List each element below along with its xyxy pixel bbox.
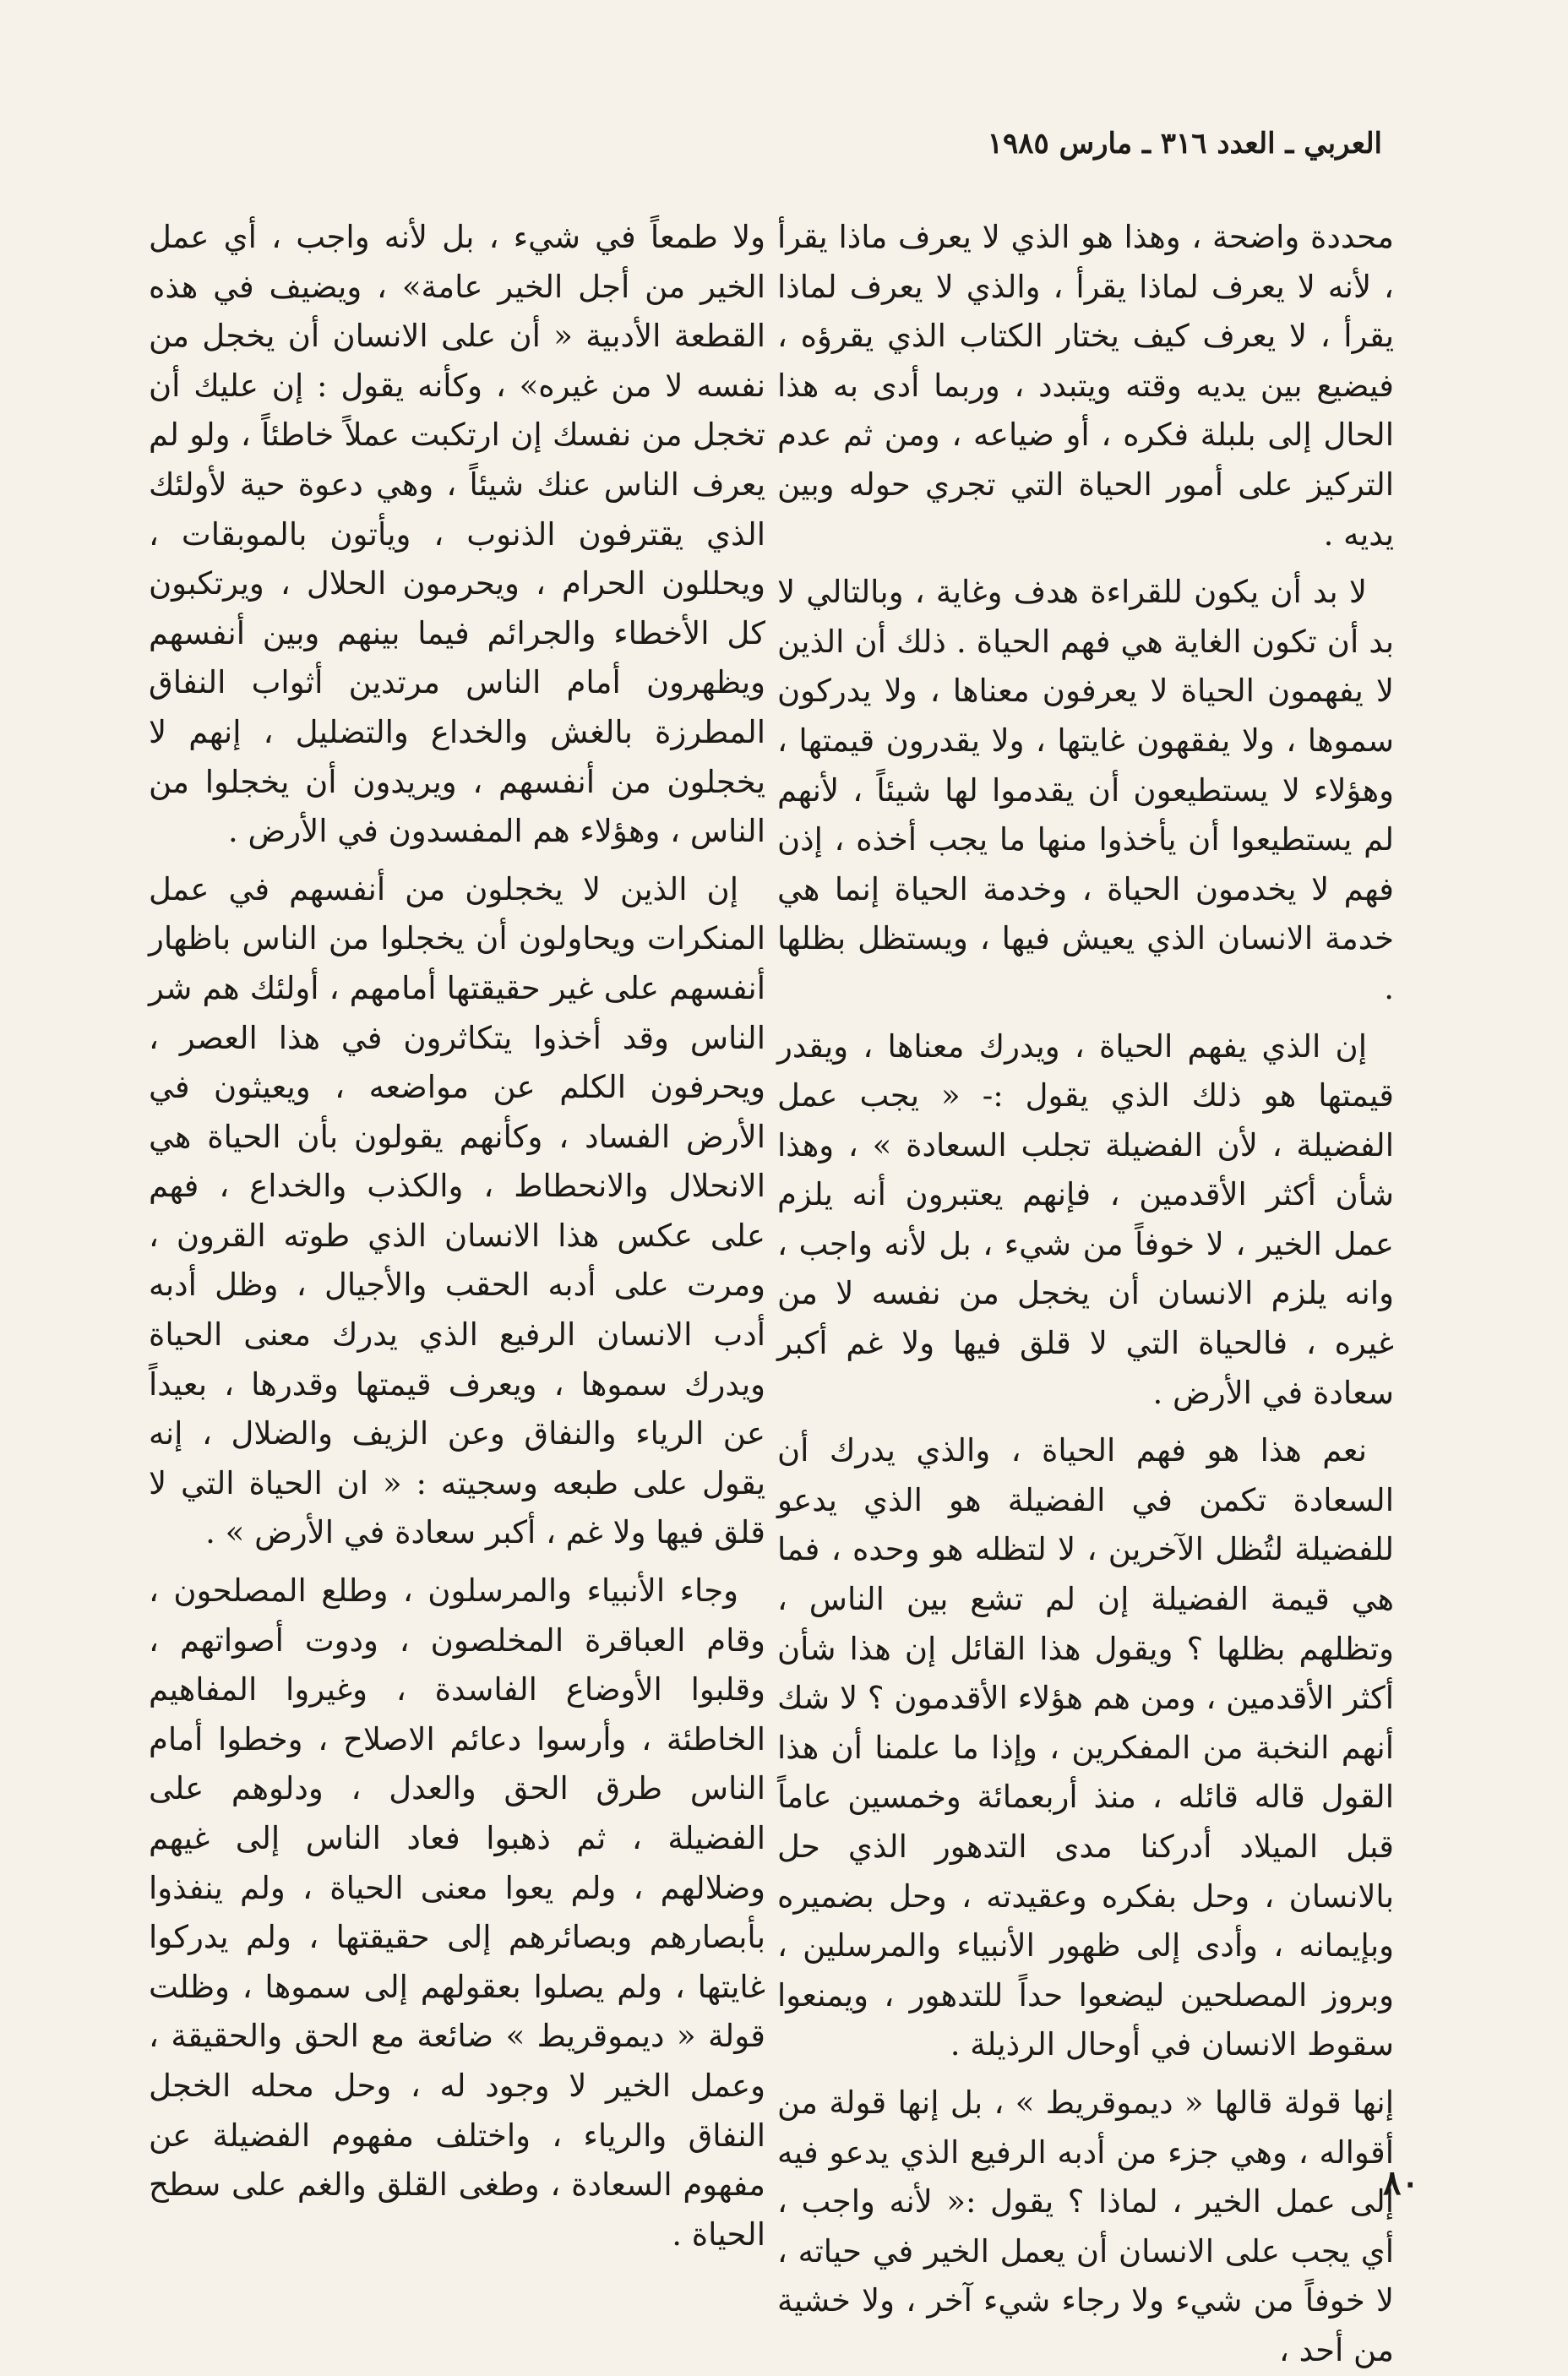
paragraph: ولا طمعاً في شيء ، بل لأنه واجب ، أي عمل الخير من أجل الخير عامة» ، ويضيف في هذه القطعة الأدبية « أن على الانسان أن يخجل من نفسه لا من غيره» ، وكأنه يقول : إن عليك أن تخجل من نفسك إن ارتكبت عملاً خاطئاً ، ولو لم يعرف الناس عنك شيئاً ، وهي دعوة حية لأولئك الذي يقترفون الذنوب ، ويأتون بالموبقات ، ويحللون الحرام ، ويحرمون الحلال ، ويرتكبون كل الأخطاء والجرائم فيما بينهم وبين أنفسهم ويظهرون أمام الناس مرتدين أثواب النفاق المطرزة بالغش والخداع والتضليل ، إنهم لا يخجلون من أنفسهم ، ويريدون أن يخجلوا من الناس ، وهؤلاء هم المفسدون في الأرض . — [149, 219, 765, 850]
paragraph: إنها قولة قالها « ديموقريط » ، بل إنها قولة من أقواله ، وهي جزء من أدبه الرفيع الذي يدعو فيه إلى عمل الخير ، لماذا ؟ يقول :« لأنه واجب ، أي يجب على الانسان أن يعمل الخير في حياته ، لا خوفاً من شيء ولا رجاء شيء آخر ، ولا خشية من أحد ، — [777, 2084, 1394, 2368]
running-header: العربي ـ العدد ٣١٦ ـ مارس ١٩٨٥ — [987, 127, 1382, 161]
left-column — [149, 213, 765, 2253]
paragraph: إن الذين لا يخجلون من أنفسهم في عمل المنكرات ويحاولون أن يخجلوا من الناس باظهار أنفسهم على غير حقيقتها أمامهم ، أولئك هم شر الناس وقد أخذوا يتكاثرون في هذا العصر ، ويحرفون الكلم عن مواضعه ، ويعيثون في الأرض الفساد ، وكأنهم يقولون بأن الحياة هي الانحلال والانحطاط ، والكذب والخداع ، فهم على عكس هذا الانسان الذي طوته القرون ، ومرت على أدبه الحقب والأجيال ، وظل أدبه أدب الانسان الرفيع الذي يدرك معنى الحياة ويدرك سموها ، ويعرف قيمتها وقدرها ، بعيداً عن الرياء والنفاق وعن الزيف والضلال ، إنه يقول على طبعه وسجيته : « ان الحياة التي لا قلق فيها ولا غم ، أكبر سعادة في الأرض » . — [149, 870, 765, 1551]
paragraph: إن الذي يفهم الحياة ، ويدرك معناها ، ويقدر قيمتها هو ذلك الذي يقول :- « يجب عمل الفضيلة ، لأن الفضيلة تجلب السعادة » ، وهذا شأن أكثر الأقدمين ، فإنهم يعتبرون أنه يلزم عمل الخير ، لا خوفاً من شيء ، بل لأنه واجب ، وانه يلزم الانسان أن يخجل من نفسه لا من غيره ، فالحياة التي لا قلق فيها ولا غم أكبر سعادة في الأرض . — [777, 1027, 1394, 1411]
page-number: ٨٠ — [1383, 2163, 1419, 2203]
paragraph: وجاء الأنبياء والمرسلون ، وطلع المصلحون ، وقام العباقرة المخلصون ، ودوت أصواتهم ، وقلبوا الأوضاع الفاسدة ، وغيروا المفاهيم الخاطئة ، وأرسوا دعائم الاصلاح ، وخطوا أمام الناس طرق الحق والعدل ، ودلوهم على الفضيلة ، ثم ذهبوا فعاد الناس إلى غيهم وضلالهم ، ولم يعوا معنى الحياة ، ولم ينفذوا بأبصارهم وبصائرهم إلى حقيقتها ، ولم يدركوا غايتها ، ولم يصلوا بعقولهم إلى سموها ، وظلت قولة « ديموقريط » ضائعة مع الحق والحقيقة ، وعمل الخير لا وجود له ، وحل محله الخجل النفاق والرياء ، واختلف مفهوم الفضيلة عن مفهوم السعادة ، وطغى القلق والغم على سطح الحياة . — [149, 1572, 765, 2253]
paragraph: محددة واضحة ، وهذا هو الذي لا يعرف ماذا يقرأ ، لأنه لا يعرف لماذا يقرأ ، والذي لا يعرف لماذا يقرأ ، لا يعرف كيف يختار الكتاب الذي يقرؤه ، فيضيع بين يديه وقته ويتبدد ، وربما أدى به هذا الحال إلى بلبلة فكره ، أو ضياعه ، ومن ثم عدم التركيز على أمور الحياة التي تجري حوله وبين يديه . — [777, 219, 1394, 553]
paragraph: نعم هذا هو فهم الحياة ، والذي يدرك أن السعادة تكمن في الفضيلة هو الذي يدعو للفضيلة لتُظل الآخرين ، لا لتظله هو وحده ، فما هي قيمة الفضيلة إن لم تشع بين الناس ، وتظلهم بظلها ؟ ويقول هذا القائل إن هذا شأن أكثر الأقدمين ، ومن هم هؤلاء الأقدمون ؟ لا شك أنهم النخبة من المفكرين ، وإذا ما علمنا أن هذا القول قاله قائله ، منذ أربعمائة وخمسين عاماً قبل الميلاد أدركنا مدى التدهور الذي حل بالانسان ، وحل بفكره وعقيدته ، وحل بضميره وبإيمانه ، وأدى إلى ظهور الأنبياء والمرسلين ، وبروز المصلحين ليضعوا حداً للتدهور ، ويمنعوا سقوط الانسان في أوحال الرذيلة . — [777, 1432, 1394, 2063]
paragraph: لا بد أن يكون للقراءة هدف وغاية ، وبالتالي لا بد أن تكون الغاية هي فهم الحياة . ذلك أن الذين لا يفهمون الحياة لا يعرفون معناها ، ولا يدركون سموها ، ولا يفقهون غايتها ، ولا يقدرون قيمتها ، وهؤلاء لا يستطيعون أن يقدموا لها شيئاً ، لأنهم لم يستطيعوا أن يأخذوا منها ما يجب أخذه ، إذن فهم لا يخدمون الحياة ، وخدمة الحياة إنما هي خدمة الانسان الذي يعيش فيها ، ويستظل بظلها . — [777, 574, 1394, 1006]
right-column — [777, 213, 1394, 2368]
